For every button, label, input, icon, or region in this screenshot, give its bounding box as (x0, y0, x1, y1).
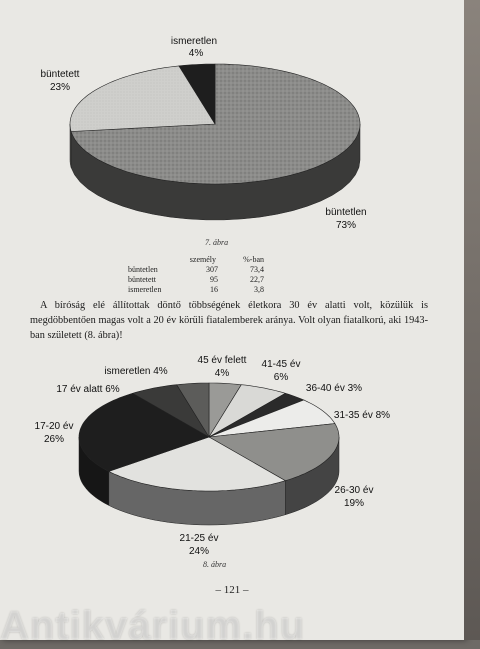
table-cell: 73,4 (250, 265, 264, 274)
label-26-30: 26-30 év (334, 485, 374, 496)
table-cell: 307 (206, 265, 218, 274)
table-cell: ismeretlen (128, 285, 162, 294)
table-cell: 3,8 (254, 285, 264, 294)
label-ismeretlen-pct: 4% (188, 48, 204, 59)
label-26-30-pct: 19% (343, 498, 365, 509)
table-header-persons: személy (189, 255, 216, 264)
background-edge (464, 0, 480, 640)
label-45-felett: 45 év felett (197, 355, 247, 366)
table-row (128, 285, 264, 295)
label-41-45-pct: 6% (273, 372, 289, 383)
label-17-20-pct: 26% (43, 434, 65, 445)
table-row (128, 265, 264, 275)
page-number: – 121 – (215, 584, 249, 596)
label-21-25: 21-25 év (179, 533, 219, 544)
body-paragraph: A bíróság elé állítottak döntő többségének életkora 30 év alatti volt, közülük is megdöbbentően magas volt a 20 év körüli fiatalemberek aránya. Volt olyan fiatalkorú, aki 1943-ban született (8. ábra)! (30, 300, 428, 341)
label-36-40: 36-40 év 3% (305, 383, 363, 394)
watermark: Antikvárium.hu (0, 604, 306, 648)
label-21-25-pct: 24% (188, 546, 210, 557)
label-ismeretlen-2: ismeretlen 4% (104, 366, 168, 377)
label-buntetett-pct: 23% (49, 82, 71, 93)
pie-chart-2 (0, 345, 464, 585)
table-row (128, 275, 264, 285)
label-31-35: 31-35 év 8% (333, 410, 391, 421)
label-45-felett-pct: 4% (214, 368, 230, 379)
table-cell: büntetett (128, 275, 156, 284)
label-17-20: 17-20 év (34, 421, 74, 432)
pie-chart-1 (0, 0, 464, 250)
table-header-percent: %-ban (243, 255, 264, 264)
table-cell: 95 (210, 275, 218, 284)
table-cell: 22,7 (250, 275, 264, 284)
label-41-45: 41-45 év (261, 359, 301, 370)
label-buntetlen-pct: 73% (335, 220, 357, 231)
table-cell: 16 (210, 285, 218, 294)
figure-caption-7: 7. ábra (205, 238, 229, 247)
label-ismeretlen: ismeretlen (170, 36, 218, 47)
label-buntetett: büntetett (40, 69, 80, 80)
table-header-blank (128, 255, 186, 265)
label-buntetlen: büntetlen (325, 207, 367, 218)
table-cell: büntetlen (128, 265, 158, 274)
label-17-alatt: 17 év alatt 6% (56, 384, 120, 395)
data-table (128, 255, 264, 295)
figure-caption-8: 8. ábra (203, 560, 227, 569)
